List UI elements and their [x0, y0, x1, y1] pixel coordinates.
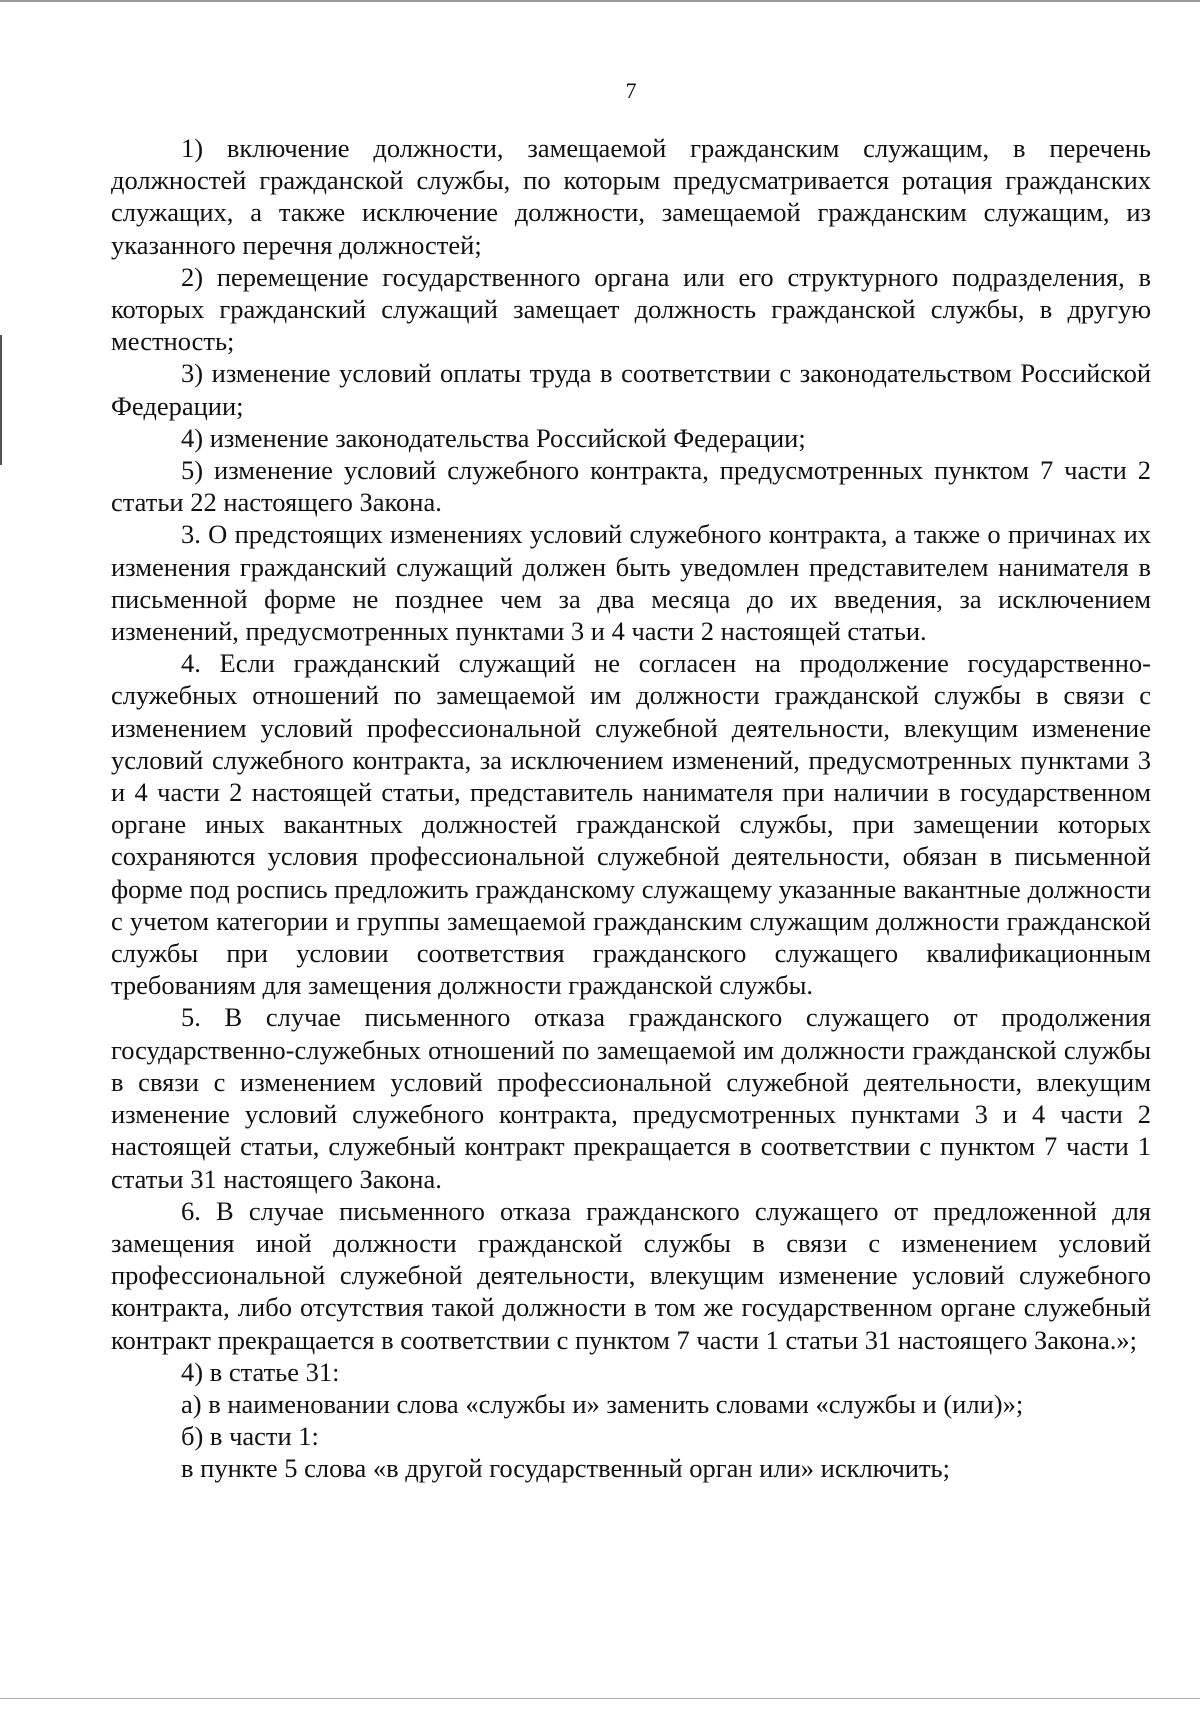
scan-top-edge — [0, 0, 1200, 2]
paragraph-item-2-relocation: 2) перемещение государственного органа или его структурного подразделения, в которых гражданский служащий замещает должность гражданской службы, в другую местность; — [111, 261, 1151, 357]
scan-left-edge-mark — [0, 335, 2, 465]
paragraph-article-31-b: б) в части 1: — [181, 1421, 319, 1452]
paragraph-article-31-a: а) в наименовании слова «службы и» заменить словами «службы и (или)»; — [181, 1388, 1024, 1419]
document-body — [111, 132, 1151, 1485]
paragraph-article-31: 4) в статье 31: — [181, 1356, 340, 1387]
paragraph-item-4-legislation: 4) изменение законодательства Российской Федерации; — [181, 422, 806, 453]
paragraph-part-5-refusal: 5. В случае письменного отказа гражданского служащего от продолжения государственно-служебных отношений по замещаемой им должности гражданской службы в связи с изменением условий профессиональной служебной деятельности, влекущим изменение условий служебного контракта, предусмотренных пунктами 3 и 4 части 2 настоящей статьи, служебный контракт прекращается в соответствии с пунктом 7 части 1 статьи 31 настоящего Закона. — [111, 1002, 1151, 1194]
scan-bottom-edge — [0, 1698, 1200, 1699]
paragraph-part-4-vacancies: 4. Если гражданский служащий не согласен на продолжение государственно-служебных отношений по замещаемой им должности гражданской службы в связи с изменением условий профессиональной служебной деятельности, влекущим изменение условий служебного контракта, за исключением изменений, предусмотренных пунктами 3 и 4 части 2 настоящей статьи, представитель нанимателя при наличии в государственном органе иных вакантных должностей гражданской службы, при замещении которых сохраняются условия профессиональной служебной деятельности, обязан в письменной форме под роспись предложить гражданскому служащему указанные вакантные должности с учетом категории и группы замещаемой гражданским служащим должности гражданской службы при условии соответствия гражданского служащего квалификационным требованиям для замещения должности гражданской службы. — [111, 648, 1151, 1001]
paragraph-part-6-refusal-offered: 6. В случае письменного отказа гражданского служащего от предложенной для замещения иной должности гражданской службы в связи с изменением условий профессиональной служебной деятельности, влекущим изменение условий служебного контракта, либо отсутствия такой должности в том же государственном органе служебный контракт прекращается в соответствии с пунктом 7 части 1 статьи 31 настоящего Закона.»; — [111, 1195, 1151, 1355]
paragraph-part-3-notice: 3. О предстоящих изменениях условий служебного контракта, а также о причинах их изменения гражданский служащий должен быть уведомлен представителем нанимателя в письменной форме не позднее чем за два месяца до их введения, за исключением изменений, предусмотренных пунктами 3 и 4 части 2 настоящей статьи. — [111, 519, 1151, 647]
paragraph-item-5-contract-conditions: 5) изменение условий служебного контракта, предусмотренных пунктом 7 части 2 статьи 22 настоящего Закона. — [111, 455, 1151, 518]
paragraph-item-3-pay-conditions: 3) изменение условий оплаты труда в соответствии с законодательством Российской Федерации; — [111, 358, 1151, 421]
paragraph-item-1-rotation: 1) включение должности, замещаемой гражданским служащим, в перечень должностей гражданской службы, по которым предусматривается ротация гражданских служащих, а также исключение должности, замещаемой гражданским служащим, из указанного перечня должностей; — [111, 133, 1151, 260]
page-number: 7 — [625, 78, 637, 103]
paragraph-article-31-b-item-5: в пункте 5 слова «в другой государственный орган или» исключить; — [181, 1453, 951, 1484]
